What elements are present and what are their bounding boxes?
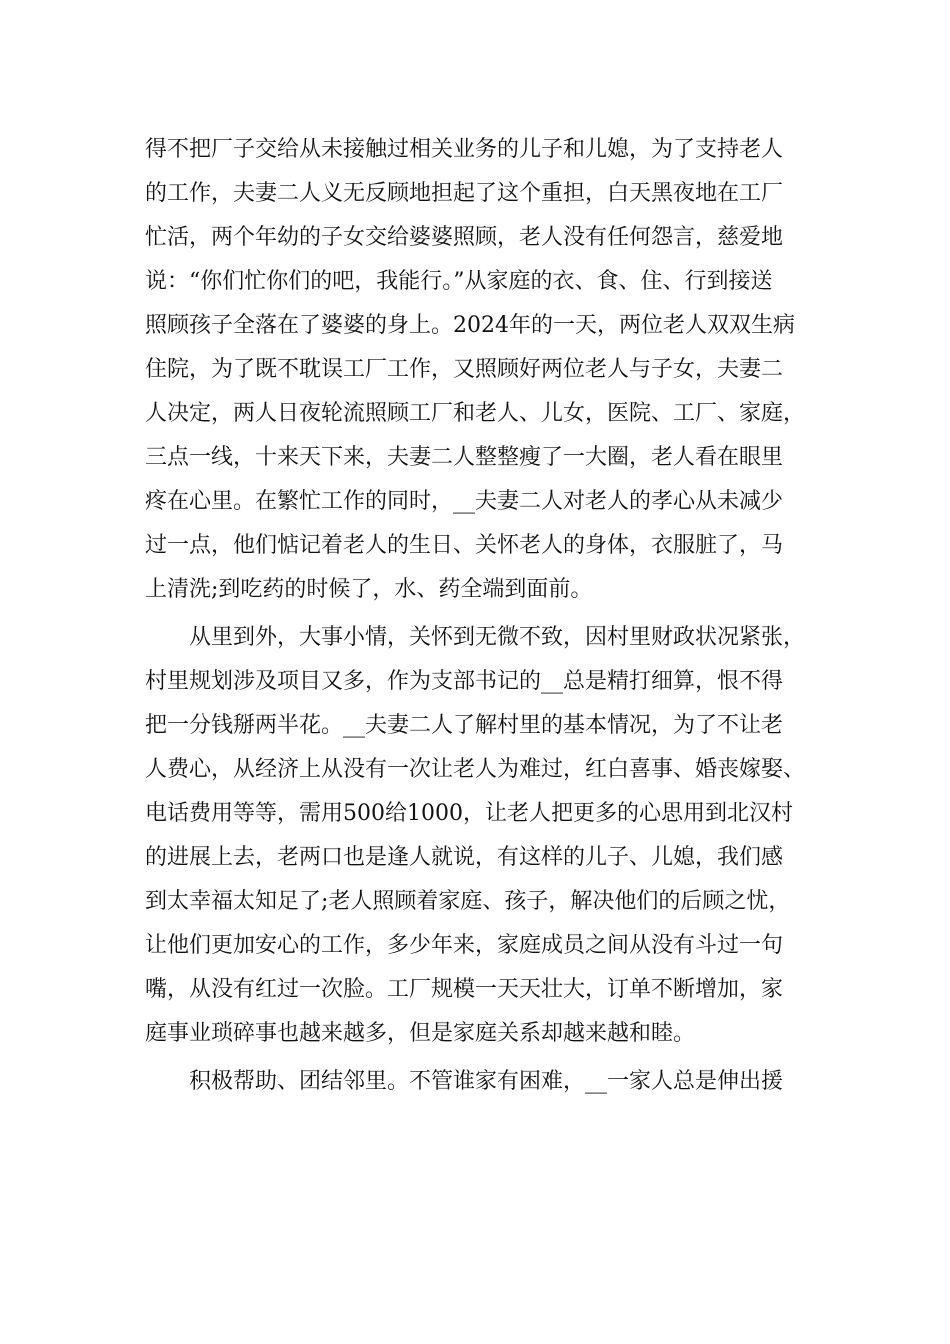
paragraph-2-line-3: 把一分钱掰两半花。__夫妻二人了解村里的基本情况，为了不让老 bbox=[145, 713, 784, 738]
paragraph-2-line-1: 从里到外，大事小情，关怀到无微不致，因村里财政状况紧张， bbox=[189, 625, 806, 650]
paragraph-1-line-8: 三点一线，十来天下来，夫妻二人整整瘦了一大圈，老人看在眼里 bbox=[145, 445, 784, 470]
paragraph-1-line-7: 人决定，两人日夜轮流照顾工厂和老人、儿女，医院、工厂、家庭， bbox=[145, 401, 806, 426]
paragraph-2-line-7: 到太幸福太知足了;老人照顾着家庭、孩子，解决他们的后顾之忧， bbox=[145, 889, 791, 914]
paragraph-2-line-6: 的进展上去，老两口也是逢人就说，有这样的儿子、儿媳，我们感 bbox=[145, 845, 784, 870]
paragraph-2-line-2: 村里规划涉及项目又多，作为支部书记的__总是精打细算，恨不得 bbox=[145, 669, 784, 694]
paragraph-1-line-2: 的工作，夫妻二人义无反顾地担起了这个重担，白天黑夜地在工厂 bbox=[145, 181, 784, 206]
paragraph-2-line-10: 庭事业琐碎事也越来越多，但是家庭关系却越来越和睦。 bbox=[145, 1021, 696, 1046]
paragraph-1-line-5: 照顾孩子全落在了婆婆的身上。2024年的一天，两位老人双双生病 bbox=[145, 313, 795, 338]
body-text bbox=[145, 128, 845, 1104]
paragraph-1-line-10: 过一点，他们惦记着老人的生日、关怀老人的身体，衣服脏了，马 bbox=[145, 533, 784, 558]
paragraph-1-line-3: 忙活，两个年幼的子女交给婆婆照顾，老人没有任何怨言，慈爱地 bbox=[145, 225, 784, 250]
paragraph-2-line-8: 让他们更加安心的工作，多少年来，家庭成员之间从没有斗过一句 bbox=[145, 933, 784, 958]
paragraph-1-line-6: 住院，为了既不耽误工厂工作，又照顾好两位老人与子女，夫妻二 bbox=[145, 357, 784, 382]
paragraph-1-line-1: 得不把厂子交给从未接触过相关业务的儿子和儿媳，为了支持老人 bbox=[145, 137, 784, 162]
paragraph-1-line-4: 说：“你们忙你们的吧，我能行。”从家庭的衣、食、住、行到接送 bbox=[145, 269, 773, 294]
paragraph-1-line-9: 疼在心里。在繁忙工作的同时，__夫妻二人对老人的孝心从未减少 bbox=[145, 489, 784, 514]
paragraph-3-line-1: 积极帮助、团结邻里。不管谁家有困难，__一家人总是伸出援 bbox=[189, 1069, 784, 1094]
paragraph-2-line-9: 嘴，从没有红过一次脸。工厂规模一天天壮大，订单不断增加，家 bbox=[145, 977, 784, 1002]
paragraph-1-line-11: 上清洗;到吃药的时候了，水、药全端到面前。 bbox=[145, 577, 593, 602]
paragraph-2-line-4: 人费心，从经济上从没有一次让老人为难过，红白喜事、婚丧嫁娶、 bbox=[145, 757, 806, 782]
paragraph-2-line-5: 电话费用等等，需用500给1000，让老人把更多的心思用到北汉村 bbox=[145, 801, 793, 826]
